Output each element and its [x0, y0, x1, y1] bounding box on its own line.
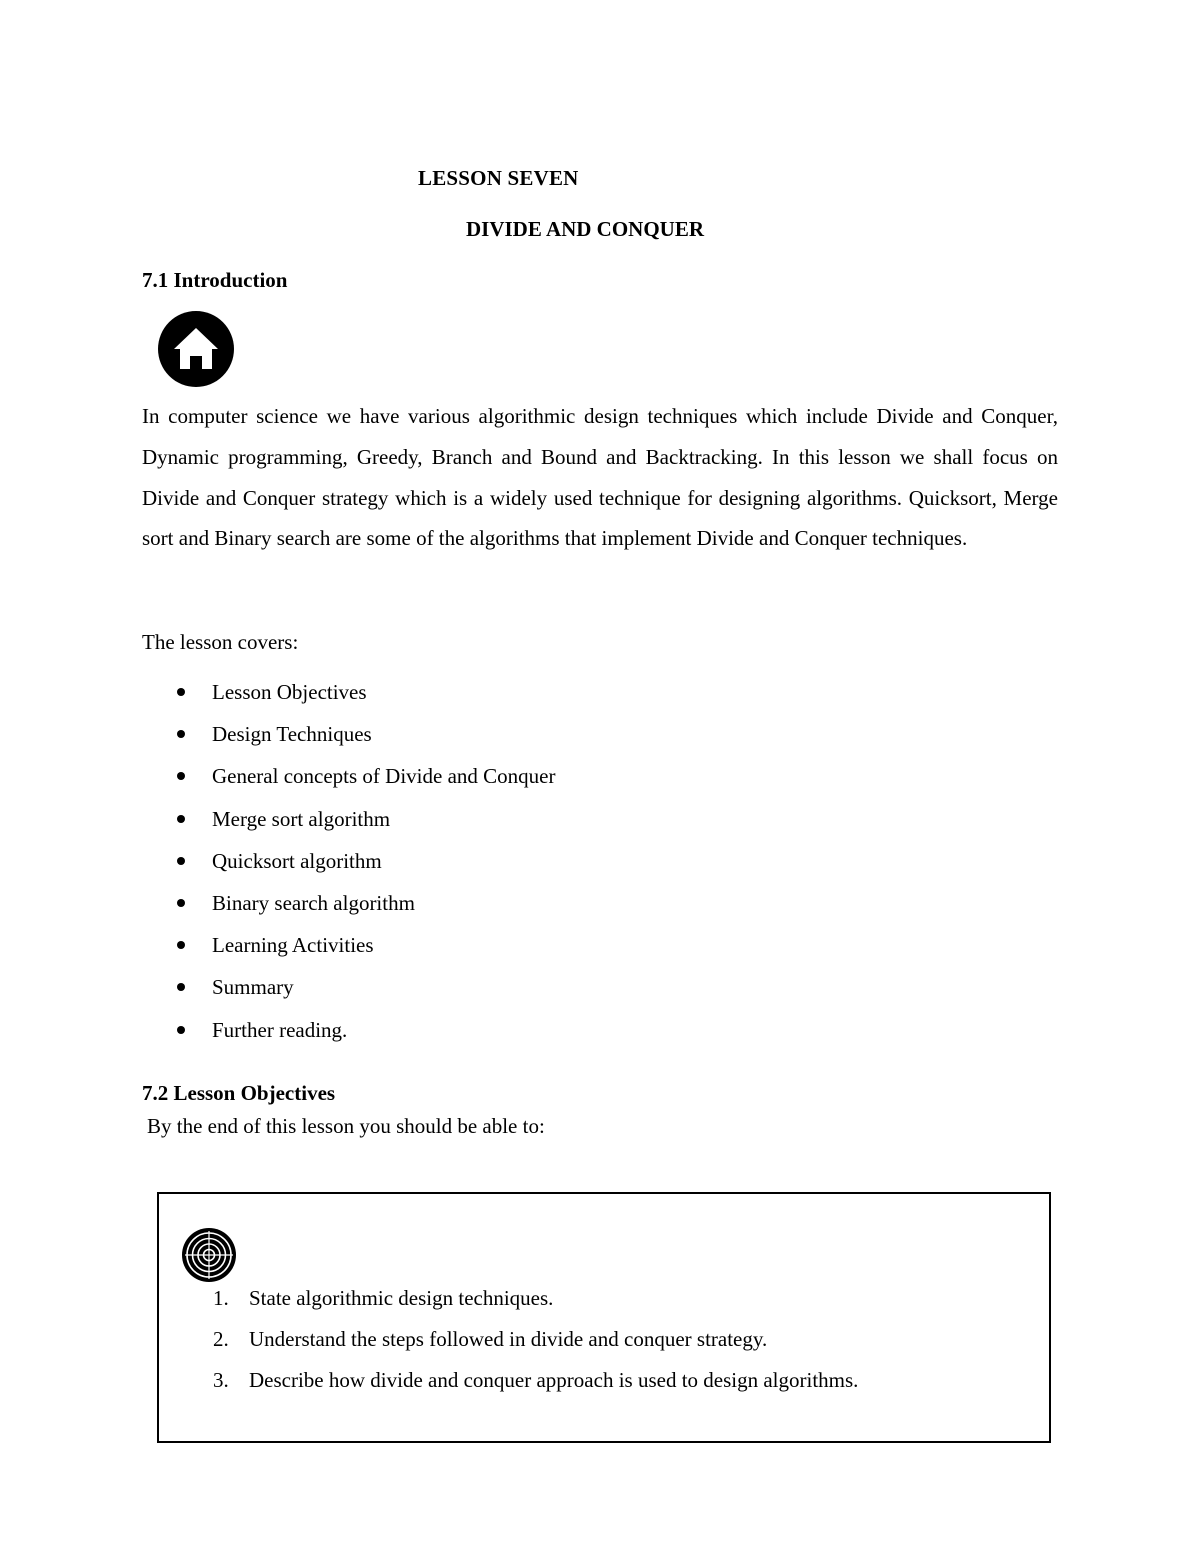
list-item-text: Learning Activities — [212, 933, 374, 958]
bullet-icon — [177, 688, 185, 696]
list-item — [142, 672, 555, 714]
objectives-intro: By the end of this lesson you should be able to: — [147, 1114, 545, 1138]
lesson-title: DIVIDE AND CONQUER — [466, 217, 705, 241]
bullet-icon — [177, 941, 185, 949]
intro-paragraph: In computer science we have various algorithmic design techniques which include Divide and Conquer, Dynamic programming, Greedy, Branch and Bound and Backtracking. In this lesson we shall focus on Divide and Conquer strategy which is a widely used technique for designing algorithms. Quicksort, Merge sort and Binary search are some of the algorithms that implement Divide and Conquer techniques. — [142, 404, 1058, 551]
list-item — [142, 756, 555, 798]
bullet-icon — [177, 815, 185, 823]
list-item — [142, 799, 555, 841]
list-item-text: Merge sort algorithm — [212, 806, 391, 831]
list-item-text: General concepts of Divide and Conquer — [212, 764, 556, 789]
list-item-text: Lesson Objectives — [212, 680, 367, 704]
list-item-number: 3. — [213, 1368, 229, 1392]
list-item-text: Summary — [212, 975, 294, 1000]
section-heading-introduction: 7.1 Introduction — [142, 268, 288, 292]
home-icon — [158, 311, 234, 387]
list-item-text: Describe how divide and conquer approach is used to design algorithms. — [249, 1368, 859, 1392]
list-item-text: State algorithmic design techniques. — [249, 1286, 554, 1310]
list-item-number: 1. — [213, 1286, 229, 1310]
bullet-icon — [177, 899, 185, 907]
covers-label: The lesson covers: — [142, 630, 299, 654]
list-item-text: Binary search algorithm — [212, 890, 415, 915]
bullet-icon — [177, 983, 185, 991]
lesson-number: LESSON SEVEN — [418, 166, 579, 190]
target-icon — [182, 1228, 236, 1282]
list-item — [142, 714, 555, 756]
list-item — [142, 967, 555, 1009]
list-item-number: 2. — [213, 1327, 229, 1351]
objectives-list — [159, 1278, 858, 1401]
list-item-text: Understand the steps followed in divide and conquer strategy. — [249, 1327, 768, 1351]
list-item — [142, 1010, 555, 1052]
bullet-icon — [177, 1026, 185, 1034]
bullet-icon — [177, 730, 185, 738]
list-item — [159, 1360, 858, 1401]
list-item — [159, 1278, 858, 1319]
list-item — [142, 841, 555, 883]
section-heading-objectives: 7.2 Lesson Objectives — [142, 1081, 336, 1105]
list-item — [142, 925, 555, 967]
list-item-text: Further reading. — [212, 1017, 348, 1042]
covers-list — [142, 672, 555, 1052]
list-item-text: Quicksort algorithm — [212, 848, 382, 873]
list-item — [142, 883, 555, 925]
list-item — [159, 1319, 858, 1360]
bullet-icon — [177, 772, 185, 780]
objectives-box — [157, 1192, 1051, 1443]
list-item-text: Design Techniques — [212, 722, 372, 747]
bullet-icon — [177, 857, 185, 865]
